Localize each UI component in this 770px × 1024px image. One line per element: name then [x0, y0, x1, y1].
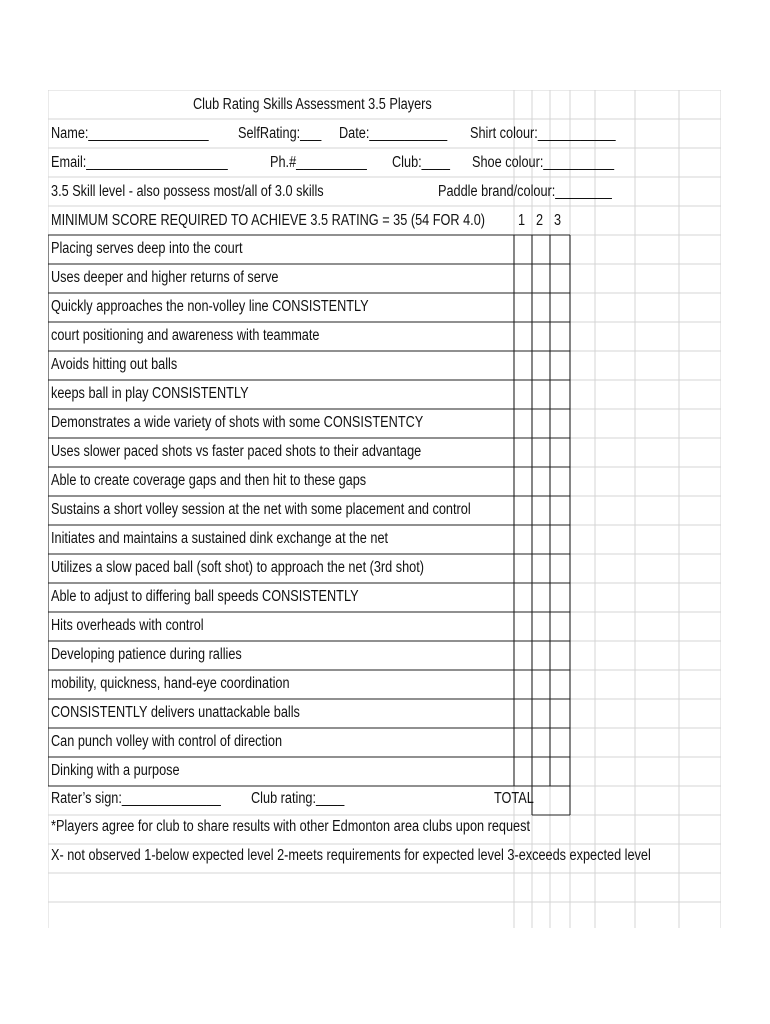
total-label: TOTAL: [494, 790, 534, 807]
score-column-3: 3: [554, 212, 562, 229]
skill-row-label: Utilizes a slow paced ball (soft shot) to approach the net (3rd shot): [51, 559, 425, 576]
skill-row-label: Able to create coverage gaps and then hit to these gaps: [51, 472, 367, 489]
skill-row-label: Uses deeper and higher returns of serve: [51, 269, 279, 286]
skill-row-label: Placing serves deep into the court: [51, 240, 243, 257]
skill-row-label: Quickly approaches the non-volley line CONSISTENTLY: [51, 298, 369, 315]
paddle-field: Paddle brand/colour:________: [438, 183, 612, 200]
skill-row-label: Uses slower paced shots vs faster paced shots to their advantage: [51, 443, 422, 460]
skill-level-note: 3.5 Skill level - also possess most/all of 3.0 skills: [51, 183, 324, 200]
skill-row-label: Can punch volley with control of direction: [51, 733, 283, 750]
skill-row-label: Developing patience during rallies: [51, 646, 242, 663]
shirt-colour-field: Shirt colour:___________: [470, 125, 616, 142]
email-field: Email:____________________: [51, 154, 228, 171]
skill-row-label: Dinking with a purpose: [51, 762, 180, 779]
skill-row-label: CONSISTENTLY delivers unattackable balls: [51, 704, 300, 721]
skill-row-label: court positioning and awareness with teammate: [51, 327, 320, 344]
skill-row-label: mobility, quickness, hand-eye coordination: [51, 675, 290, 692]
name-field: Name:_________________: [51, 125, 209, 142]
assessment-sheet: [48, 90, 721, 928]
skill-row-label: Demonstrates a wide variety of shots with some CONSISTENTCY: [51, 414, 424, 431]
minimum-score-note: MINIMUM SCORE REQUIRED TO ACHIEVE 3.5 RATING = 35 (54 FOR 4.0): [51, 212, 486, 229]
skill-row-label: Avoids hitting out balls: [51, 356, 178, 373]
shoe-colour-field: Shoe colour:__________: [472, 154, 615, 171]
club-rating-field: Club rating:____: [251, 790, 345, 807]
skill-row-label: Sustains a short volley session at the net with some placement and control: [51, 501, 471, 518]
page-title: Club Rating Skills Assessment 3.5 Players: [193, 96, 432, 113]
selfrating-field: SelfRating:___: [238, 125, 322, 142]
rating-legend: X- not observed 1-below expected level 2-meets requirements for expected level 3-exceeds expected level: [51, 847, 651, 864]
score-column-2: 2: [536, 212, 544, 229]
skill-row-label: keeps ball in play CONSISTENTLY: [51, 385, 249, 402]
rater-sign-field: Rater’s sign:______________: [51, 790, 221, 807]
score-column-1: 1: [518, 212, 526, 229]
club-field: Club:____: [392, 154, 450, 171]
skill-row-label: Able to adjust to differing ball speeds CONSISTENTLY: [51, 588, 359, 605]
agreement-note: *Players agree for club to share results with other Edmonton area clubs upon request: [51, 818, 531, 835]
phone-field: Ph.#__________: [270, 154, 367, 171]
date-field: Date:___________: [339, 125, 448, 142]
skill-row-label: Initiates and maintains a sustained dink exchange at the net: [51, 530, 389, 547]
skill-row-label: Hits overheads with control: [51, 617, 204, 634]
